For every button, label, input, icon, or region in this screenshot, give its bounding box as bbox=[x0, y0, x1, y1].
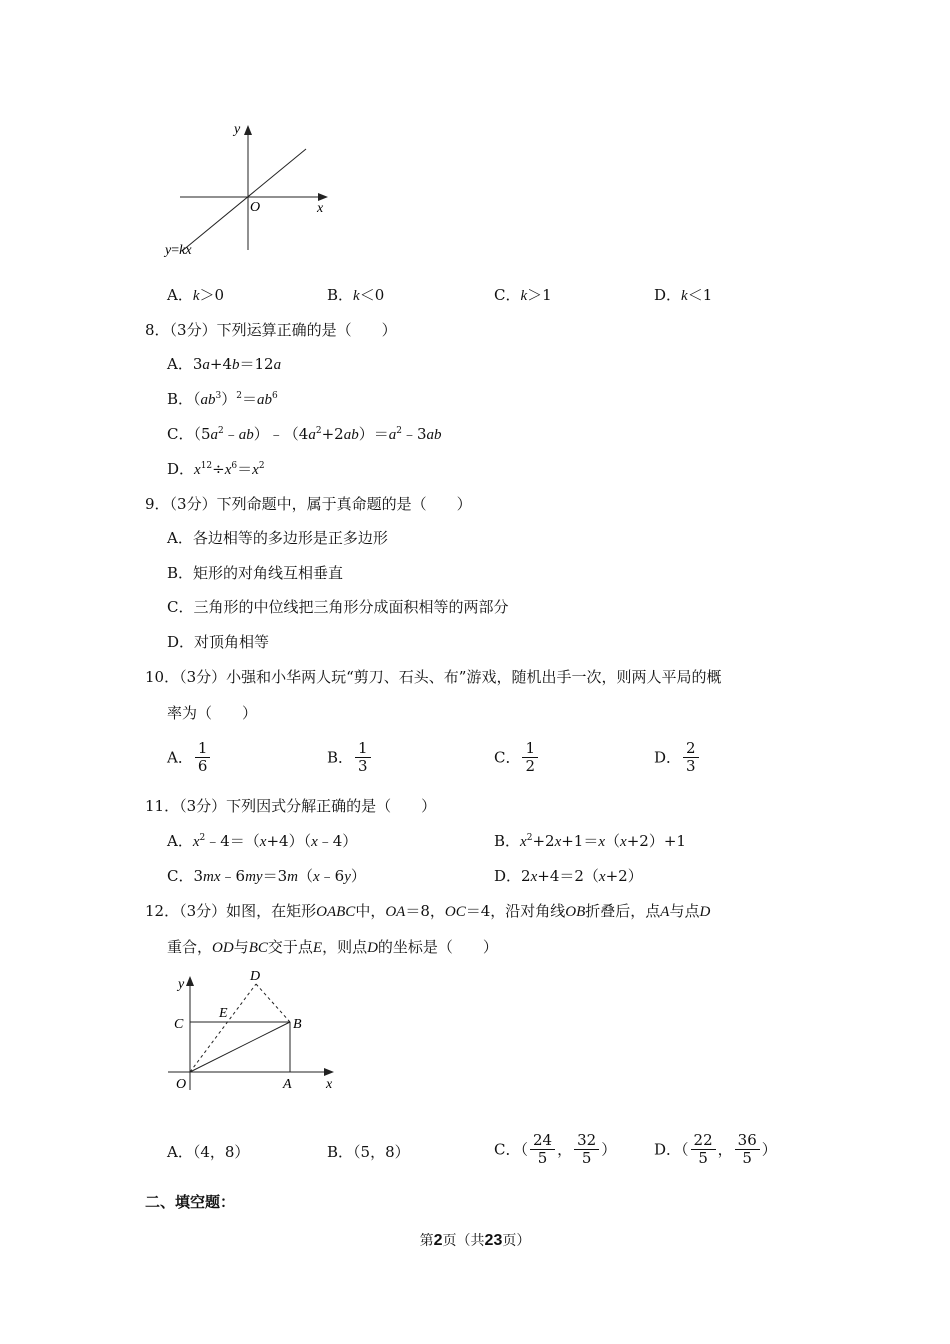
q8-option-d: D．$x^{12}\div x^6=x^2$ bbox=[167, 460, 265, 478]
fraction: $\frac{2}{3}$ bbox=[683, 740, 699, 775]
q8-number: 8． bbox=[145, 321, 170, 339]
q12-label-y: y bbox=[178, 977, 185, 992]
q12-label-d: D bbox=[250, 969, 261, 984]
q9-text: （3分）下列命题中，属于真命题的是（ ） bbox=[169, 495, 472, 513]
q7-option-d: D．k＜1 bbox=[654, 286, 713, 304]
q10-number: 10． bbox=[145, 668, 180, 686]
q12-diagonal-ob bbox=[190, 1022, 290, 1072]
q12-dashed-od bbox=[190, 984, 256, 1072]
q7-origin-label: O bbox=[250, 200, 261, 215]
q7-option-a: A．k＞0 bbox=[167, 286, 225, 304]
q7-line-ykx bbox=[182, 149, 306, 251]
q11-option-b: B．$x^2+2x+1=x(x+2)+1$ bbox=[494, 832, 686, 850]
q12-label-b: B bbox=[293, 1017, 302, 1032]
q11-option-c: C．3mx﹣6my＝3m（x﹣6y） bbox=[167, 867, 366, 885]
current-page-number: 2 bbox=[433, 1232, 443, 1249]
q12-option-b: B．（5，8） bbox=[327, 1143, 410, 1161]
q7-x-label: x bbox=[317, 201, 324, 216]
fraction: $\frac{1}{2}$ bbox=[522, 740, 538, 775]
q12-label-o: O bbox=[176, 1077, 187, 1092]
q12-label-x: x bbox=[326, 1077, 333, 1092]
q7-y-label: y bbox=[234, 122, 241, 137]
q7-option-b: B．k＜0 bbox=[327, 286, 385, 304]
q7-option-c: C．k＞1 bbox=[494, 286, 552, 304]
q11-option-d: D．2x+4＝2（x+2） bbox=[494, 867, 643, 885]
q12-label-a: A bbox=[283, 1077, 292, 1092]
q12-option-c: C．（ $\frac{24}{5}$ ， $\frac{32}{5}$ ） bbox=[494, 1131, 617, 1167]
q12-stem-line2: 重合，OD与BC交于点E，则点D的坐标是（ ） bbox=[167, 938, 498, 956]
q10-stem-line1 bbox=[145, 667, 721, 687]
total-page-count: 23 bbox=[484, 1232, 503, 1249]
q7-graph bbox=[160, 115, 340, 265]
q8-option-b: B．$(ab^3)^2=ab^6$ bbox=[167, 390, 278, 408]
q11-text: （3分）下列因式分解正确的是（ ） bbox=[179, 797, 437, 815]
q10-text: （3分）小强和小华两人玩“剪刀、石头、布”游戏，随机出手一次，则两人平局的概 bbox=[179, 668, 722, 686]
fraction: $\frac{22}{5}$ bbox=[691, 1132, 716, 1167]
q10-option-c: C． $\frac{1}{2}$ bbox=[494, 740, 540, 775]
q9-option-a: A．各边相等的多边形是正多边形 bbox=[167, 529, 388, 547]
q11-option-a: A．$x^2﹣4=(x+4)(x﹣4)$ bbox=[167, 832, 358, 850]
q9-option-d: D．对顶角相等 bbox=[167, 633, 270, 651]
q12-x-arrow bbox=[324, 1068, 334, 1076]
fraction: $\frac{36}{5}$ bbox=[735, 1132, 760, 1167]
q11-number: 11． bbox=[145, 797, 180, 815]
q8-option-c: C．$(5a^2﹣ab)﹣(4a^2+2ab)=a^2﹣3ab$ bbox=[167, 425, 442, 443]
q9-option-b: B．矩形的对角线互相垂直 bbox=[167, 564, 344, 582]
section-title-fill-in: 二、填空题： bbox=[145, 1193, 236, 1211]
q10-option-b: B． $\frac{1}{3}$ bbox=[327, 740, 373, 775]
q10-option-a: A． $\frac{1}{6}$ bbox=[167, 740, 212, 775]
q10-option-d: D． $\frac{2}{3}$ bbox=[654, 740, 701, 775]
q8-text: （3分）下列运算正确的是（ ） bbox=[169, 321, 397, 339]
fraction: $\frac{32}{5}$ bbox=[574, 1132, 599, 1167]
q8-stem bbox=[145, 320, 397, 340]
q12-option-a: A．（4，8） bbox=[167, 1143, 250, 1161]
q7-x-arrow bbox=[318, 193, 328, 201]
fraction: $\frac{24}{5}$ bbox=[530, 1132, 555, 1167]
q12-label-c: C bbox=[174, 1017, 184, 1032]
q11-stem bbox=[145, 796, 436, 816]
q12-dashed-db bbox=[256, 984, 290, 1022]
fraction: $\frac{1}{6}$ bbox=[195, 740, 211, 775]
q9-option-c: C．三角形的中位线把三角形分成面积相等的两部分 bbox=[167, 598, 509, 616]
q12-stem-line1: 12．（3分）如图，在矩形OABC中，OA＝8，OC＝4，沿对角线OB折叠后，点A与点D bbox=[145, 902, 711, 920]
q7-y-arrow bbox=[244, 125, 252, 135]
q12-number: 12． bbox=[145, 902, 180, 920]
q9-stem bbox=[145, 494, 472, 514]
q9-number: 9． bbox=[145, 495, 170, 513]
q7-line-label: y=kx bbox=[165, 243, 192, 258]
q12-option-d: D．（ $\frac{22}{5}$ ， $\frac{36}{5}$ ） bbox=[654, 1131, 777, 1167]
fraction: $\frac{1}{3}$ bbox=[355, 740, 371, 775]
q12-y-arrow bbox=[186, 976, 194, 986]
q12-label-e: E bbox=[219, 1006, 228, 1021]
q12-figure bbox=[160, 962, 350, 1097]
q10-stem-line2: 率为（ ） bbox=[167, 704, 258, 722]
page-footer: 第2页（共23页） bbox=[419, 1232, 531, 1249]
q8-option-a: A．3a+4b＝12a bbox=[167, 355, 282, 373]
